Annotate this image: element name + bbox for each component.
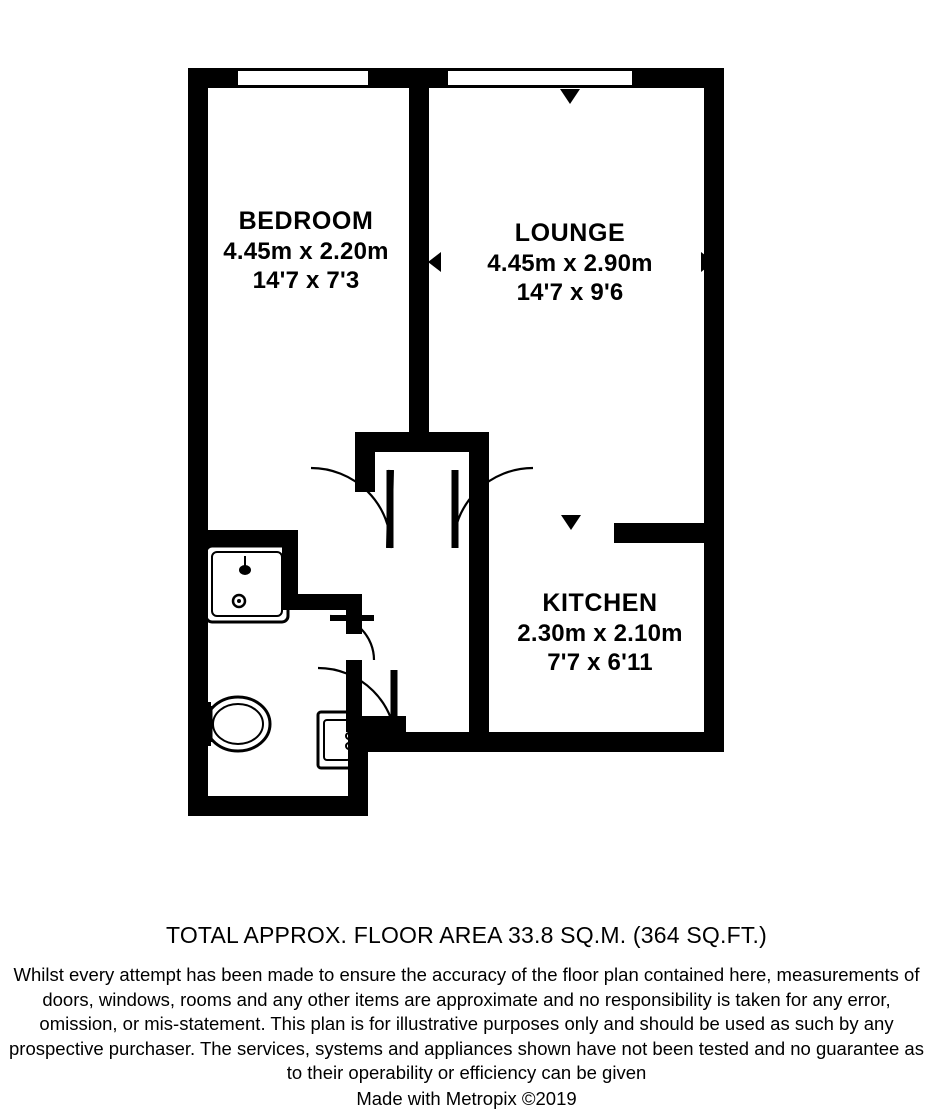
marker-lounge-top <box>560 89 580 104</box>
bath-fixture <box>206 546 288 622</box>
room-dimension-metric: 4.45m x 2.20m <box>223 237 389 265</box>
total-floor-area: TOTAL APPROX. FLOOR AREA 33.8 SQ.M. (364 SQ.FT.) <box>166 922 767 948</box>
room-dimension-metric: 4.45m x 2.90m <box>487 249 653 277</box>
room-label-kitchen <box>454 588 746 677</box>
room-label-bedroom <box>160 206 452 295</box>
room-label-lounge <box>424 218 716 307</box>
room-name: BEDROOM <box>238 207 374 235</box>
footer <box>0 900 933 1110</box>
marker-lounge-bottom <box>561 515 581 530</box>
toilet-fixture <box>199 697 270 751</box>
room-dimension-imperial: 14'7 x 9'6 <box>516 278 624 306</box>
disclaimer-text: Whilst every attempt has been made to ensure the accuracy of the floor plan contained here, measurements of doors, windows, rooms and any other items are approximate and no responsibility is taken for any error, omission, or mis-statement. This plan is for illustrative purposes only and should be used as such by any prospective purchaser. The services, systems and appliances shown have not been tested and no guarantee as to their operability or efficiency can be given <box>9 964 924 1084</box>
wash-basin-fixture <box>318 712 356 768</box>
room-dimension-metric: 2.30m x 2.10m <box>517 619 683 647</box>
room-name: KITCHEN <box>542 589 658 617</box>
room-name: LOUNGE <box>514 219 626 247</box>
credit-text: Made with Metropix ©2019 <box>356 1087 577 1109</box>
room-dimension-imperial: 14'7 x 7'3 <box>252 266 360 294</box>
room-dimension-imperial: 7'7 x 6'11 <box>547 648 653 676</box>
